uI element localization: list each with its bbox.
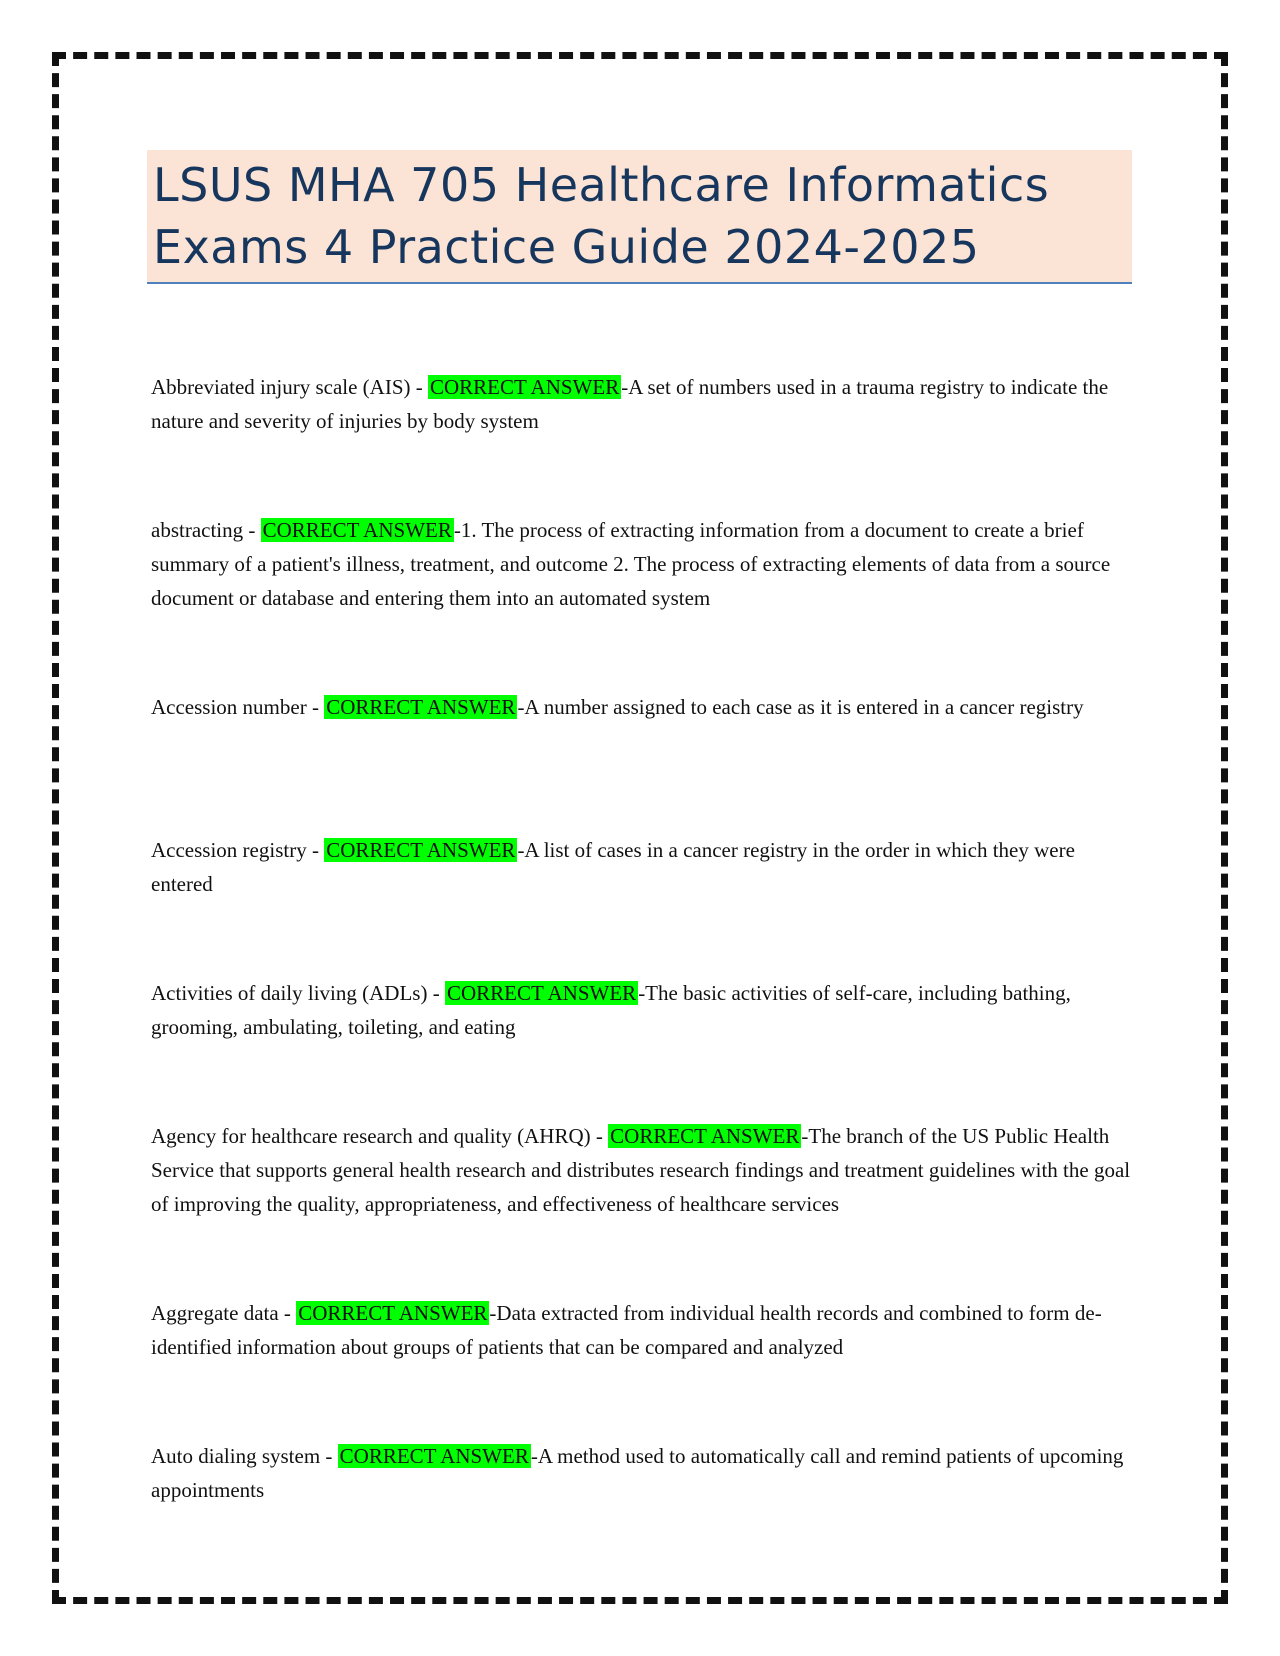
- entry-definition: -A method used to automatically call and remind patients of upcoming appointments: [151, 1444, 1124, 1502]
- glossary-entry: [151, 690, 1141, 724]
- glossary-entry: [151, 1439, 1141, 1507]
- entry-term: Activities of daily living (ADLs) -: [151, 981, 445, 1005]
- entry-term: abstracting -: [151, 518, 261, 542]
- correct-answer-tag: CORRECT ANSWER: [339, 1444, 529, 1468]
- entry-term: Auto dialing system -: [151, 1444, 338, 1468]
- correct-answer-tag: CORRECT ANSWER: [298, 1301, 488, 1325]
- entry-definition: -Data extracted from individual health records and combined to form de-identified information about groups of patients that can be compared and analyzed: [151, 1301, 1102, 1359]
- entry-definition: -1. The process of extracting information from a document to create a brief summary of a patient's illness, treatment, and outcome 2. The process of extracting elements of data from a source document or database and entering them into an automated system: [151, 518, 1111, 610]
- glossary-entry: [151, 513, 1141, 615]
- glossary-entry: [151, 370, 1141, 438]
- correct-answer-tag: CORRECT ANSWER: [262, 518, 452, 542]
- entry-definition: -A list of cases in a cancer registry in the order in which they were entered: [151, 838, 1075, 896]
- glossary-entry: [151, 976, 1141, 1044]
- document-title: [147, 150, 1132, 284]
- entry-definition: -A number assigned to each case as it is entered in a cancer registry: [517, 695, 1084, 719]
- correct-answer-tag: CORRECT ANSWER: [326, 695, 516, 719]
- entry-term: Accession registry -: [151, 838, 325, 862]
- entry-term: Agency for healthcare research and quality (AHRQ) -: [151, 1124, 609, 1148]
- page-border: [52, 52, 1228, 1604]
- title-line-1: LSUS MHA 705 Healthcare Informatics: [153, 158, 1050, 212]
- glossary-entry: [151, 1296, 1141, 1364]
- title-line-2: Exams 4 Practice Guide 2024-2025: [153, 220, 980, 274]
- correct-answer-tag: CORRECT ANSWER: [326, 838, 516, 862]
- glossary-entry: [151, 833, 1141, 901]
- entry-definition: -The branch of the US Public Health Service that supports general health research and distributes research findings and treatment guidelines with the goal of improving the quality, appropriateness, and effectiveness of healthcare services: [151, 1124, 1131, 1216]
- correct-answer-tag: CORRECT ANSWER: [446, 981, 637, 1005]
- correct-answer-tag: CORRECT ANSWER: [610, 1124, 800, 1148]
- correct-answer-tag: CORRECT ANSWER: [430, 375, 620, 399]
- entry-term: Abbreviated injury scale (AIS) -: [151, 375, 428, 399]
- entry-definition: -The basic activities of self-care, including bathing, grooming, ambulating, toileting, and eating: [151, 981, 1071, 1039]
- entry-term: Aggregate data -: [151, 1301, 297, 1325]
- glossary-entry: [151, 1119, 1141, 1221]
- entry-term: Accession number -: [151, 695, 325, 719]
- entry-definition: -A set of numbers used in a trauma registry to indicate the nature and severity of injuries by body system: [151, 375, 1109, 433]
